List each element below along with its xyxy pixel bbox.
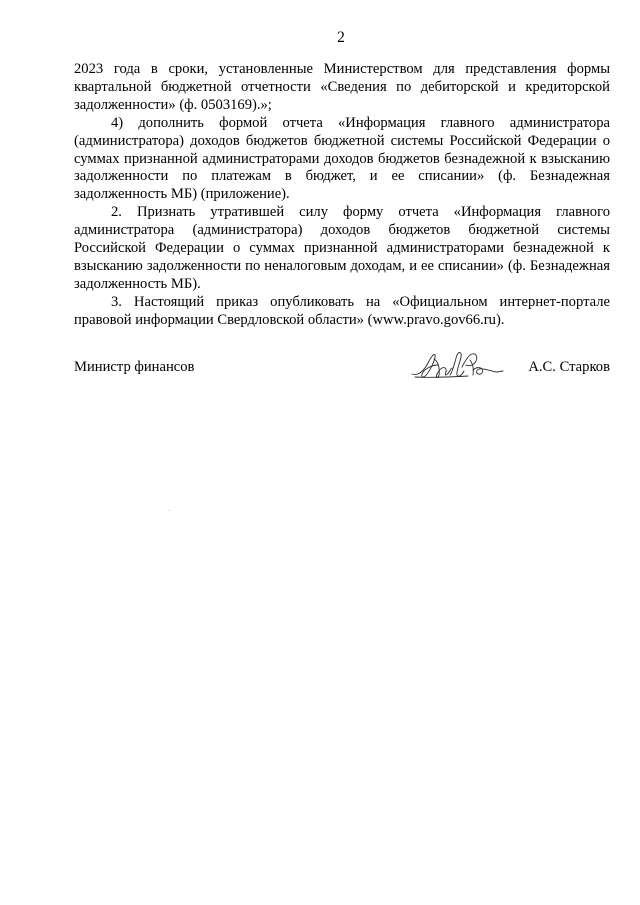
signatory-name: А.С. Старков <box>528 359 610 375</box>
paragraph-item-2: 2. Признать утратившей силу форму отчета «Информация главного администратора (администратора) доходов бюджетов бюджетной системы Российской Федерации о суммах признанной администраторами безнадежной к взысканию задолженности по неналоговым доходам, и ее списании» (ф. Безнадежная задолженность МБ). <box>74 204 610 292</box>
page-number: 2 <box>337 29 345 46</box>
signature-block <box>74 357 610 387</box>
paragraph-continuation: 2023 года в сроки, установленные Министерством для представления формы квартальной бюджетной отчетности «Сведения по дебиторской и кредиторской задолженности» (ф. 0503169).»; <box>74 61 610 113</box>
handwritten-signature <box>410 347 504 385</box>
signatory-position: Министр финансов <box>74 359 195 375</box>
paragraph-item-4: 4) дополнить формой отчета «Информация главного администратора (администратора) доходов бюджетов бюджетной системы Российской Федерации о суммах признанной администраторами доходов бюджетов безнадежной к взысканию задолженности по платежам в бюджет, и ее списании» (ф. Безнадежная задолженность МБ) (приложение). <box>74 114 610 203</box>
scan-speck <box>169 510 170 511</box>
document-body <box>74 61 610 330</box>
paragraph-item-3: 3. Настоящий приказ опубликовать на «Официальном интернет-портале правовой информации Свердловской области» (www.pravo.gov66.ru). <box>74 293 610 328</box>
